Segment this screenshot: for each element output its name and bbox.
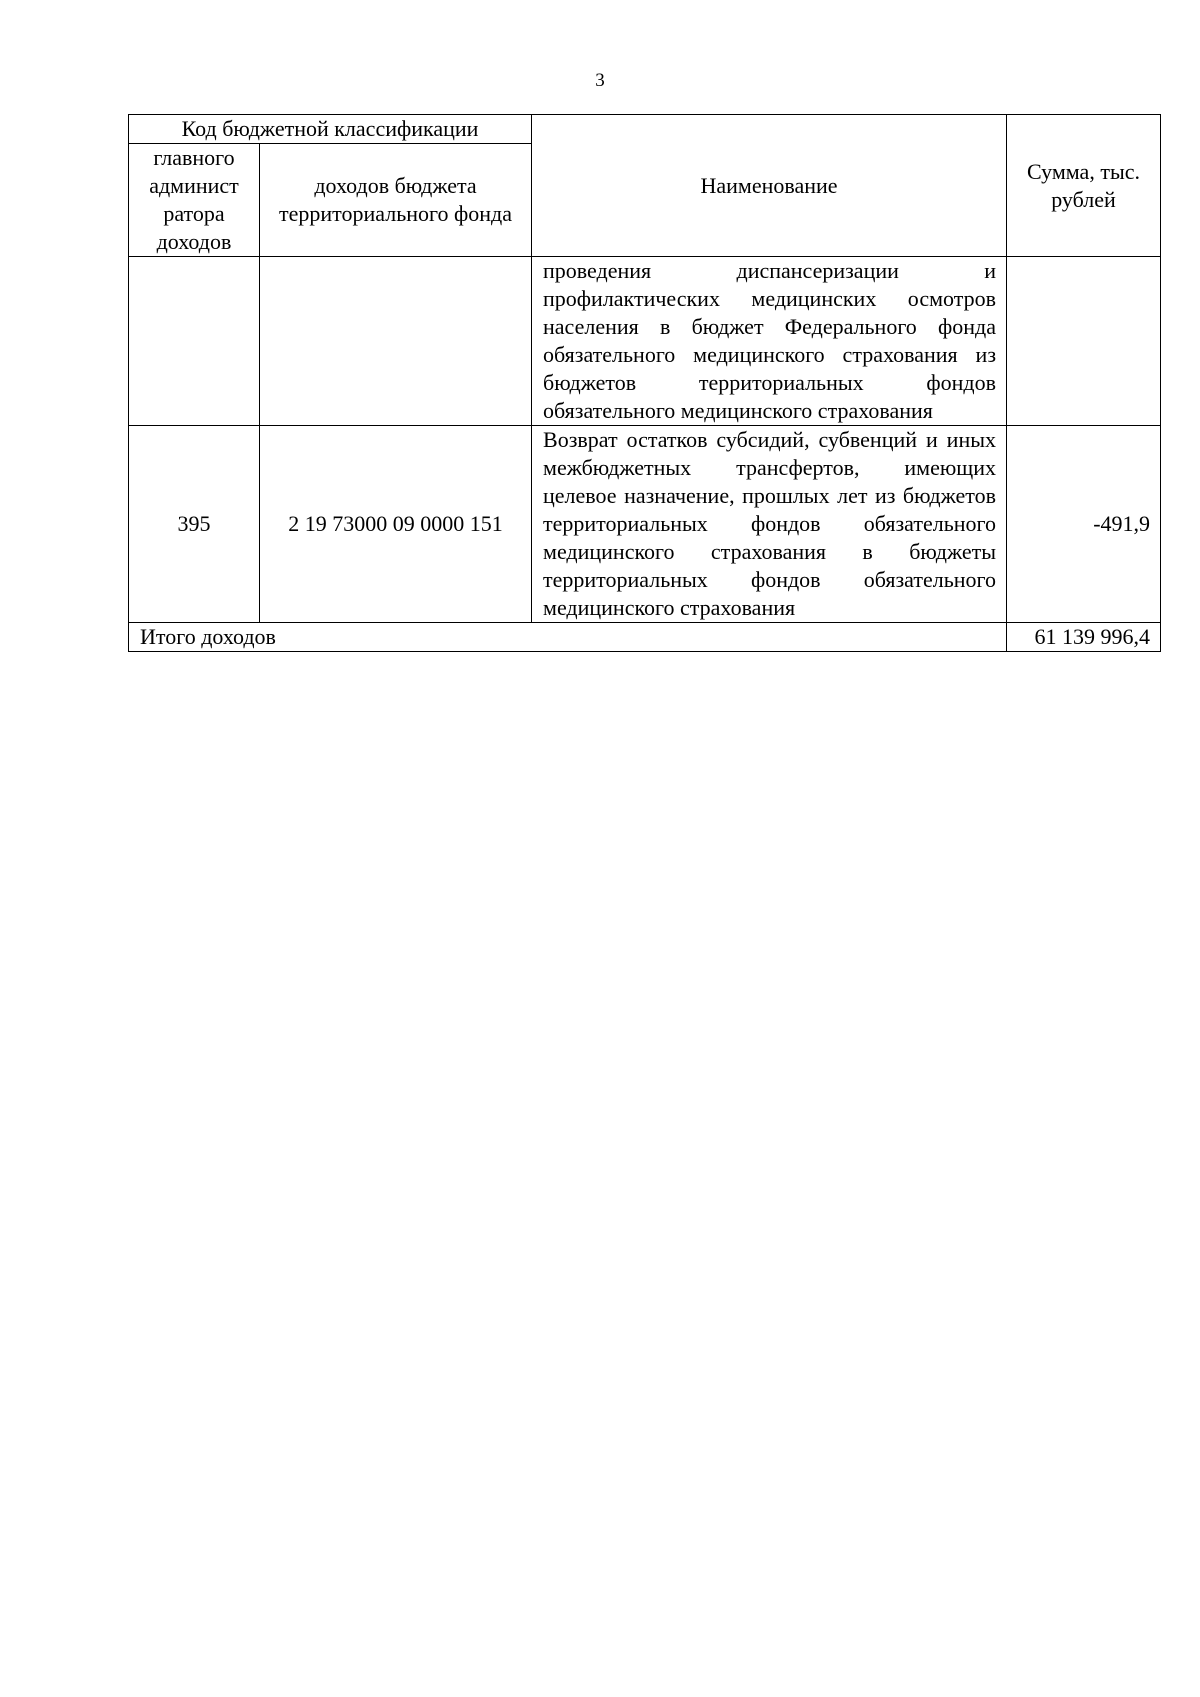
header-fund-income-text: доходов бюджета территориального фонда	[279, 173, 512, 226]
total-row	[129, 623, 1161, 652]
header-chief-administrator	[129, 144, 260, 257]
budget-income-table	[128, 114, 1161, 652]
header-budget-classification-code: Код бюджетной классификации	[129, 115, 532, 144]
amount-cell	[1007, 257, 1161, 426]
header-fund-income	[260, 144, 532, 257]
name-cell: Возврат остатков субсидий, субвенций и иных межбюджетных трансфертов, имеющих целевое назначение, прошлых лет из бюджетов территориальных фондов обязательного медицинского страхования в бюджеты территориальных фондов обязательного медицинского страхования	[532, 426, 1007, 623]
total-amount: 61 139 996,4	[1007, 623, 1161, 652]
amount-cell: -491,9	[1007, 426, 1161, 623]
admin-code-cell	[129, 257, 260, 426]
income-code-cell: 2 19 73000 09 0000 151	[260, 426, 532, 623]
page-number: 3	[595, 70, 605, 91]
name-cell: проведения диспансеризации и профилактических медицинских осмотров населения в бюджет Федерального фонда обязательного медицинского страхования из бюджетов территориальных фондов обязательного медицинского страхования	[532, 257, 1007, 426]
table-row	[129, 426, 1161, 623]
header-chief-administrator-text: главного админист ратора доходов	[149, 145, 239, 254]
header-sum: Сумма, тыс. рублей	[1007, 115, 1161, 257]
header-name: Наименование	[532, 115, 1007, 257]
total-label: Итого доходов	[129, 623, 1007, 652]
table-row	[129, 257, 1161, 426]
admin-code-cell: 395	[129, 426, 260, 623]
income-code-cell	[260, 257, 532, 426]
